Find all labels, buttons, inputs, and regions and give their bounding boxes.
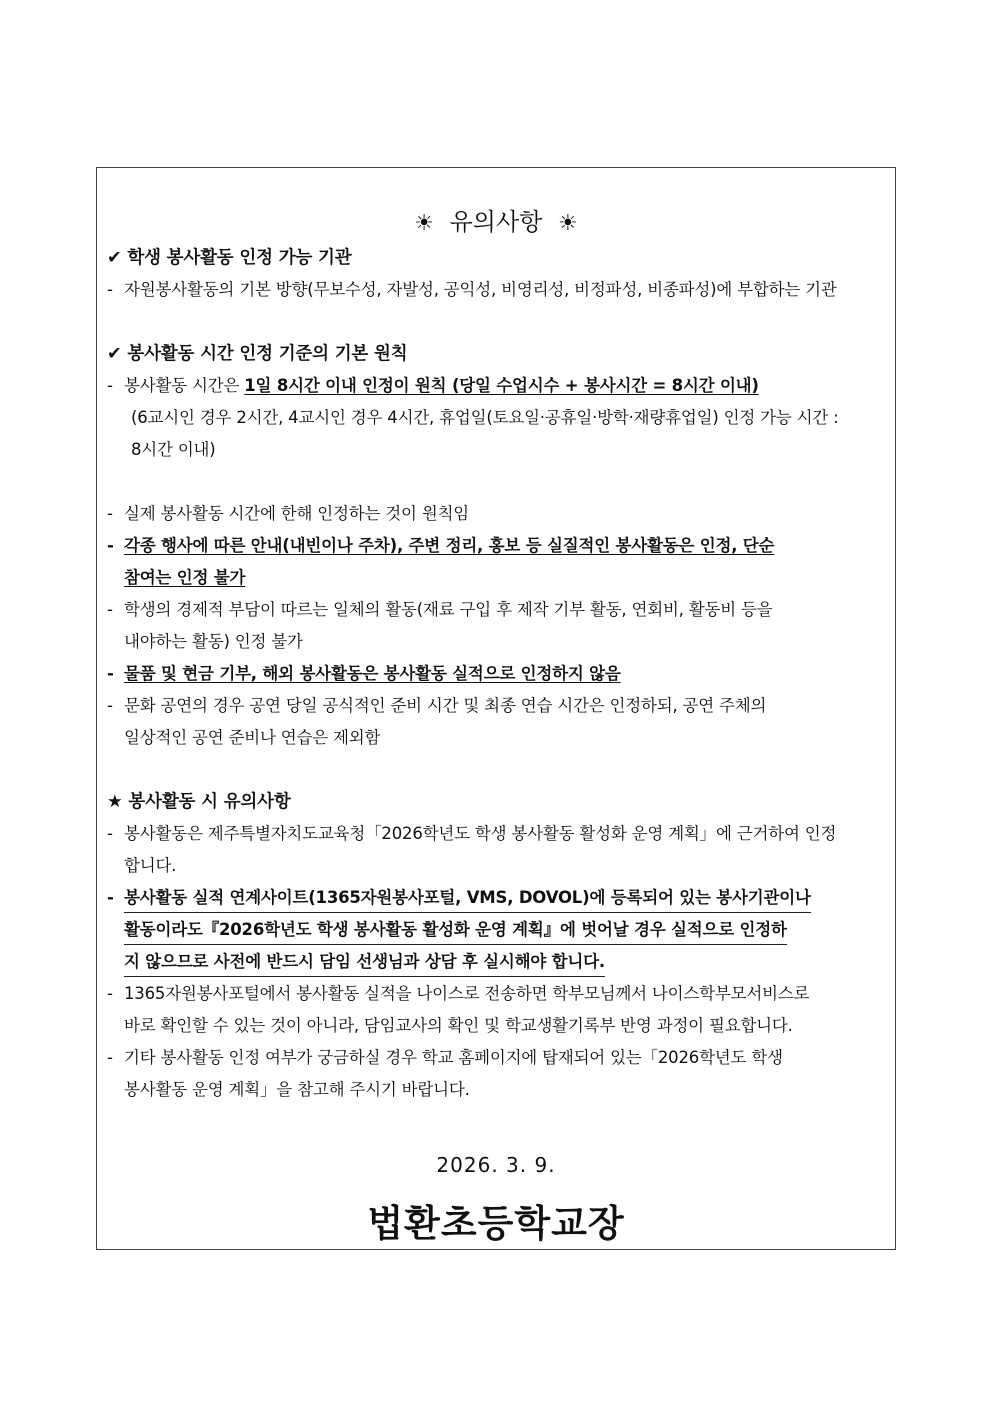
notice-title bbox=[97, 202, 895, 237]
dash-bullet: - bbox=[107, 984, 113, 1003]
dash-bullet: - bbox=[107, 696, 113, 715]
section3-item2-line1: 봉사활동 실적 연계사이트(1365자원봉사포털, VMS, DOVOL)에 등록되어 있는 봉사기관이나 bbox=[124, 884, 811, 913]
section2-item1-prefix: 봉사활동 시간은 bbox=[124, 376, 245, 395]
section2-item2 bbox=[107, 498, 887, 530]
checkmark-icon: ✔ bbox=[107, 344, 122, 364]
section3-item3 bbox=[107, 1010, 887, 1042]
section2-item6-line2: 일상적인 공연 준비나 연습은 제외함 bbox=[124, 728, 381, 747]
section3-item2 bbox=[107, 946, 887, 978]
section1-item bbox=[107, 274, 887, 306]
dash-bullet: - bbox=[107, 280, 113, 299]
section3-item2 bbox=[107, 882, 887, 914]
document-date: 2026. 3. 9. bbox=[436, 1153, 556, 1177]
section3-item4 bbox=[107, 1074, 887, 1106]
section2-item1-note-line2: 8시간 이내) bbox=[131, 440, 216, 459]
section3-item2-line3: 지 않으므로 사전에 반드시 담임 선생님과 상담 후 실시해야 합니다. bbox=[124, 948, 605, 977]
sun-icon: ☀ bbox=[414, 211, 434, 236]
dash-bullet: - bbox=[107, 1048, 113, 1067]
section2-item3-line2: 참여는 인정 불가 bbox=[124, 568, 246, 587]
notice-title-text: 유의사항 bbox=[449, 208, 543, 236]
section2-item1-note-line1: (6교시인 경우 2시간, 4교시인 경우 4시간, 휴업일(토요일·공휴일·방학·재량휴업일) 인정 가능 시간 : bbox=[131, 408, 839, 427]
section2-item3-line1: 각종 행사에 따른 안내(내빈이나 주차), 주변 정리, 홍보 등 실질적인 봉사활동은 인정, 단순 bbox=[124, 536, 775, 555]
section3-item4 bbox=[107, 1042, 887, 1074]
section3-item1 bbox=[107, 850, 887, 882]
section3-item2-line2: 활동이라도『2026학년도 학생 봉사활동 활성화 운영 계획』에 벗어날 경우 실적으로 인정하 bbox=[124, 916, 787, 945]
section2-heading-text: 봉사활동 시간 인정 기준의 기본 원칙 bbox=[127, 344, 408, 364]
sun-icon: ☀ bbox=[558, 211, 578, 236]
section2-item1-emphasis: 1일 8시간 이내 인정이 원칙 (당일 수업시수 + 봉사시간 = 8시간 이내) bbox=[244, 376, 759, 395]
section1-item-text: 자원봉사활동의 기본 방향(무보수성, 자발성, 공익성, 비영리성, 비정파성, 비종파성)에 부합하는 기관 bbox=[124, 280, 837, 299]
dash-bullet: - bbox=[107, 664, 114, 683]
section3-item3-line2: 바로 확인할 수 있는 것이 아니라, 담임교사의 확인 및 학교생활기록부 반영 과정이 필요합니다. bbox=[124, 1016, 793, 1035]
section2-item4-line2: 내야하는 활동) 인정 불가 bbox=[124, 632, 303, 651]
section2-item1 bbox=[107, 370, 887, 402]
section3-item2 bbox=[107, 914, 887, 946]
dash-bullet: - bbox=[107, 536, 114, 555]
section1-heading bbox=[107, 242, 887, 274]
section3-item4-line2: 봉사활동 운영 계획」을 참고해 주시기 바랍니다. bbox=[124, 1080, 470, 1099]
section3-item1 bbox=[107, 818, 887, 850]
section2-item4-line1: 학생의 경제적 부담이 따르는 일체의 활동(재료 구입 후 제작 기부 활동, 연회비, 활동비 등을 bbox=[124, 600, 773, 619]
section2-item1-note bbox=[107, 434, 887, 466]
section2-item3 bbox=[107, 562, 887, 594]
section2-item4 bbox=[107, 626, 887, 658]
section2-item4 bbox=[107, 594, 887, 626]
section2-item6 bbox=[107, 722, 887, 754]
section2-item1-note bbox=[107, 402, 887, 434]
dash-bullet: - bbox=[107, 504, 113, 523]
dash-bullet: - bbox=[107, 888, 114, 907]
section2-heading bbox=[107, 338, 887, 370]
dash-bullet: - bbox=[107, 376, 113, 395]
school-principal-signature: 법환초등학교장 bbox=[367, 1202, 625, 1245]
section2-item5-text: 물품 및 현금 기부, 해외 봉사활동은 봉사활동 실적으로 인정하지 않음 bbox=[124, 664, 621, 683]
section2-item6 bbox=[107, 690, 887, 722]
section3-heading-text: 봉사활동 시 유의사항 bbox=[128, 792, 291, 812]
section3-item1-line1: 봉사활동은 제주특별자치도교육청「2026학년도 학생 봉사활동 활성화 운영 계획」에 근거하여 인정 bbox=[124, 824, 837, 843]
section3-item4-line1: 기타 봉사활동 인정 여부가 궁금하실 경우 학교 홈페이지에 탑재되어 있는「2026학년도 학생 bbox=[124, 1048, 783, 1067]
section3-item3 bbox=[107, 978, 887, 1010]
star-icon: ★ bbox=[107, 792, 123, 812]
section2-item5 bbox=[107, 658, 887, 690]
section3-item3-line1: 1365자원봉사포털에서 봉사활동 실적을 나이스로 전송하면 학부모님께서 나이스학부모서비스로 bbox=[124, 984, 810, 1003]
section1-heading-text: 학생 봉사활동 인정 가능 기관 bbox=[127, 248, 352, 268]
section2-item6-line1: 문화 공연의 경우 공연 당일 공식적인 준비 시간 및 최종 연습 시간은 인정하되, 공연 주체의 bbox=[124, 696, 767, 715]
section2-item3 bbox=[107, 530, 887, 562]
dash-bullet: - bbox=[107, 600, 113, 619]
section3-item1-line2: 합니다. bbox=[124, 856, 177, 875]
section2-item2-text: 실제 봉사활동 시간에 한해 인정하는 것이 원칙임 bbox=[124, 504, 470, 523]
notice-box bbox=[96, 167, 896, 1250]
section3-heading bbox=[107, 786, 887, 818]
dash-bullet: - bbox=[107, 824, 113, 843]
notice-content bbox=[107, 242, 887, 1106]
checkmark-icon: ✔ bbox=[107, 248, 122, 268]
